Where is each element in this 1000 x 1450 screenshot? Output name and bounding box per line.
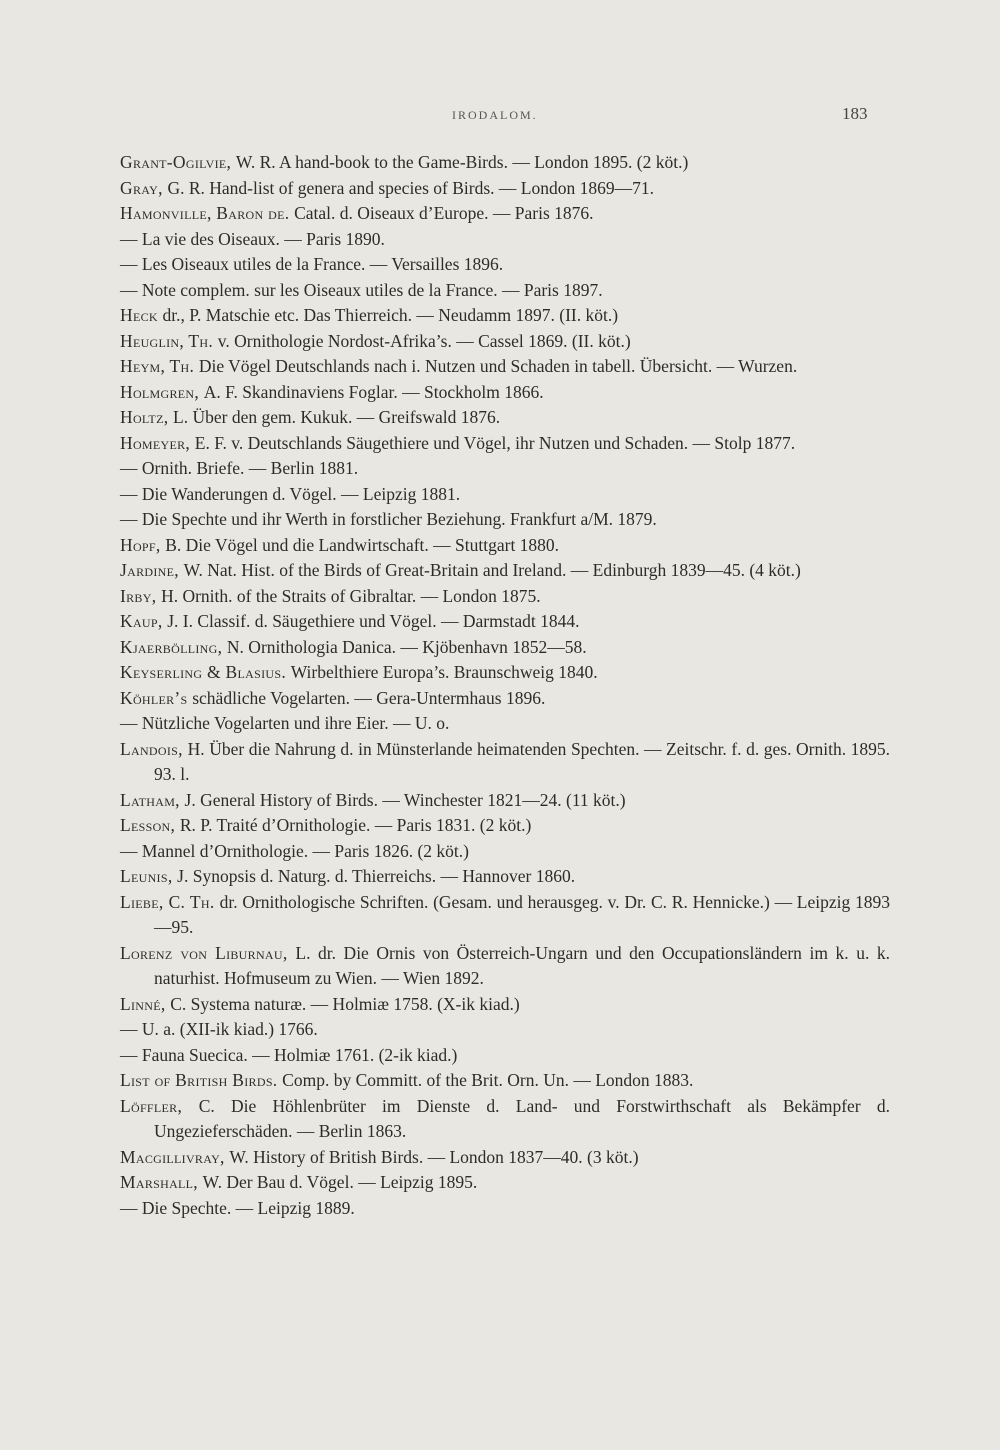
entry-author: Holmgren,	[120, 381, 204, 402]
entry-author: Liebe, C. Th.	[120, 891, 220, 912]
entry-author: Landois,	[120, 738, 188, 759]
entry-text: — Die Spechte und ihr Werth in forstlicher Beziehung. Frankfurt a/M. 1879.	[120, 509, 657, 529]
entry-text: — La vie des Oiseaux. — Paris 1890.	[120, 228, 385, 249]
entry-author: Heck	[120, 305, 163, 325]
entry-text: A. F. Skandinaviens Foglar. — Stockholm 1866.	[203, 381, 544, 402]
entry-author: Gray,	[120, 177, 168, 198]
bibliography-entry	[120, 1170, 890, 1196]
entry-author: Marshall,	[120, 1172, 203, 1192]
entry-text: H. Über die Nahrung d. in Münsterlande heimatenden Spechten. — Zeitschr. f. d. ges. Ornith. 1895. 93. l.	[154, 738, 890, 784]
entry-text: H. Ornith. of the Straits of Gibraltar. — London 1875.	[161, 585, 541, 606]
bibliography-entry	[120, 686, 890, 712]
bibliography-entry	[120, 788, 890, 814]
bibliography-entry	[120, 839, 890, 865]
entry-text: Catal. d. Oiseaux d’Europe. — Paris 1876.	[294, 203, 594, 223]
entry-text: L. Über den gem. Kukuk. — Greifswald 1876.	[173, 407, 501, 427]
bibliography-entry	[120, 609, 890, 635]
entry-text: C. Die Höhlenbrüter im Dienste d. Land- und Forstwirthschaft als Bekämpfer d. Ungezieferschäden. — Berlin 1863.	[154, 1095, 890, 1141]
entry-text: — Fauna Suecica. — Holmiæ 1761. (2-ik kiad.)	[120, 1044, 458, 1065]
entry-text: v. Ornithologie Nordost-Afrika’s. — Cassel 1869. (II. köt.)	[217, 330, 631, 351]
bibliography-entry	[120, 354, 890, 380]
bibliography-entry	[120, 1196, 890, 1222]
entry-author: Leunis,	[120, 866, 178, 886]
bibliography-entry	[120, 1068, 890, 1094]
entry-author: Grant-Ogilvie,	[120, 152, 236, 172]
bibliography-entry	[120, 813, 890, 839]
bibliography-entry	[120, 252, 890, 278]
entry-text: — Les Oiseaux utiles de la France. — Versailles 1896.	[120, 254, 504, 274]
bibliography-entry	[120, 380, 890, 406]
entry-author: Keyserling & Blasius.	[120, 662, 291, 682]
bibliography-entry	[120, 941, 890, 992]
entry-author: Löffler,	[120, 1095, 199, 1116]
entry-text: Die Vögel Deutschlands nach i. Nutzen und Schaden in tabell. Übersicht. — Wurzen.	[198, 356, 798, 376]
entry-text: Comp. by Committ. of the Brit. Orn. Un. — London 1883.	[282, 1070, 694, 1090]
entry-author: Kjaerbölling,	[120, 636, 227, 657]
bibliography-entry	[120, 1145, 890, 1171]
entry-text: — Nützliche Vogelarten und ihre Eier. — U. o.	[120, 713, 450, 733]
entry-author: Hopf,	[120, 534, 166, 555]
entry-text: W. History of British Birds. — London 1837—40. (3 köt.)	[229, 1146, 639, 1167]
entry-text: N. Ornithologia Danica. — Kjöbenhavn 1852—58.	[226, 636, 587, 657]
entry-author: Heuglin, Th.	[120, 330, 218, 351]
entry-author: Linné,	[120, 993, 171, 1014]
entry-text: J. I. Classif. d. Säugethiere und Vögel. — Darmstadt 1844.	[167, 611, 580, 631]
bibliography-entry	[120, 660, 890, 686]
entry-text: — U. a. (XII-ik kiad.) 1766.	[120, 1019, 318, 1039]
entry-author: Heym, Th.	[120, 356, 199, 376]
bibliography-entry	[120, 150, 890, 176]
entry-text: schädliche Vogelarten. — Gera-Untermhaus 1896.	[192, 687, 546, 708]
bibliography-entry	[120, 864, 890, 890]
entry-text: C. Systema naturæ. — Holmiæ 1758. (X-ik kiad.)	[170, 993, 520, 1014]
bibliography-entry	[120, 303, 890, 329]
bibliography-entry	[120, 1043, 890, 1069]
entry-text: W. Der Bau d. Vögel. — Leipzig 1895.	[202, 1172, 478, 1192]
entry-author: Jardine,	[120, 560, 184, 580]
entry-text: J. Synopsis d. Naturg. d. Thierreichs. — Hannover 1860.	[177, 866, 576, 886]
bibliography-entry	[120, 507, 890, 533]
bibliography-entry	[120, 635, 890, 661]
entry-text: W. Nat. Hist. of the Birds of Great-Britain and Ireland. — Edinburgh 1839—45. (4 köt.)	[183, 560, 801, 580]
entry-text: dr., P. Matschie etc. Das Thierreich. — Neudamm 1897. (II. köt.)	[162, 305, 619, 325]
bibliography-entry	[120, 890, 890, 941]
bibliography-entry	[120, 431, 890, 457]
bibliography-entry	[120, 456, 890, 482]
bibliography-entry	[120, 482, 890, 508]
entry-text: G. R. Hand-list of genera and species of Birds. — London 1869—71.	[167, 177, 654, 198]
running-title: IRODALOM.	[452, 108, 538, 122]
entry-author: Homeyer,	[120, 432, 195, 453]
bibliography-entry	[120, 711, 890, 737]
bibliography-entry	[120, 405, 890, 431]
bibliography-entry	[120, 1094, 890, 1145]
entry-author: Hamonville, Baron de.	[120, 203, 295, 223]
page-number: 183	[842, 104, 868, 123]
entry-author: List of British Birds.	[120, 1070, 283, 1090]
entry-text: R. P. Traité d’Ornithologie. — Paris 1831. (2 köt.)	[179, 815, 532, 835]
entry-author: Holtz,	[120, 407, 174, 427]
entry-text: B. Die Vögel und die Landwirtschaft. — Stuttgart 1880.	[165, 534, 560, 555]
entry-text: — Die Spechte. — Leipzig 1889.	[120, 1197, 355, 1218]
bibliography-entry	[120, 558, 890, 584]
entry-text: J. General History of Birds. — Winchester 1821—24. (11 köt.)	[184, 789, 626, 810]
bibliography-entry	[120, 201, 890, 227]
entry-author: Lorenz von Liburnau,	[120, 942, 296, 963]
entry-text: — Note complem. sur les Oiseaux utiles de la France. — Paris 1897.	[120, 279, 603, 300]
bibliography-entry	[120, 737, 890, 788]
entry-text: — Ornith. Briefe. — Berlin 1881.	[120, 458, 359, 478]
bibliography-entry	[120, 1017, 890, 1043]
bibliography-entry	[120, 584, 890, 610]
bibliography-entry	[120, 278, 890, 304]
entry-text: dr. Ornithologische Schriften. (Gesam. und herausgeg. v. Dr. C. R. Hennicke.) — Leipzig 1893—95.	[154, 891, 890, 937]
entry-text: — Die Wanderungen d. Vögel. — Leipzig 1881.	[120, 483, 461, 504]
entry-text: E. F. v. Deutschlands Säugethiere und Vögel, ihr Nutzen und Schaden. — Stolp 1877.	[194, 432, 796, 453]
bibliography-entry	[120, 329, 890, 355]
bibliography-list	[120, 150, 890, 1221]
entry-text: Wirbelthiere Europa’s. Braunschweig 1840.	[290, 662, 598, 682]
bibliography-entry	[120, 533, 890, 559]
bibliography-entry	[120, 227, 890, 253]
entry-text: W. R. A hand-book to the Game-Birds. — London 1895. (2 köt.)	[235, 152, 689, 172]
entry-author: Kaup,	[120, 611, 168, 631]
entry-text: L. dr. Die Ornis von Österreich-Ungarn und den Occupationsländern im k. u. k. naturhist. Hofmuseum zu Wien. — Wien 1892.	[154, 942, 891, 988]
entry-text: — Mannel d’Ornithologie. — Paris 1826. (2 köt.)	[120, 840, 469, 861]
bibliography-entry	[120, 176, 890, 202]
entry-author: Macgillivray,	[120, 1146, 230, 1167]
entry-author: Lesson,	[120, 815, 180, 835]
entry-author: Latham,	[120, 789, 185, 810]
entry-author: Irby,	[120, 585, 162, 606]
entry-author: Köhler’s	[120, 687, 193, 708]
bibliography-entry	[120, 992, 890, 1018]
